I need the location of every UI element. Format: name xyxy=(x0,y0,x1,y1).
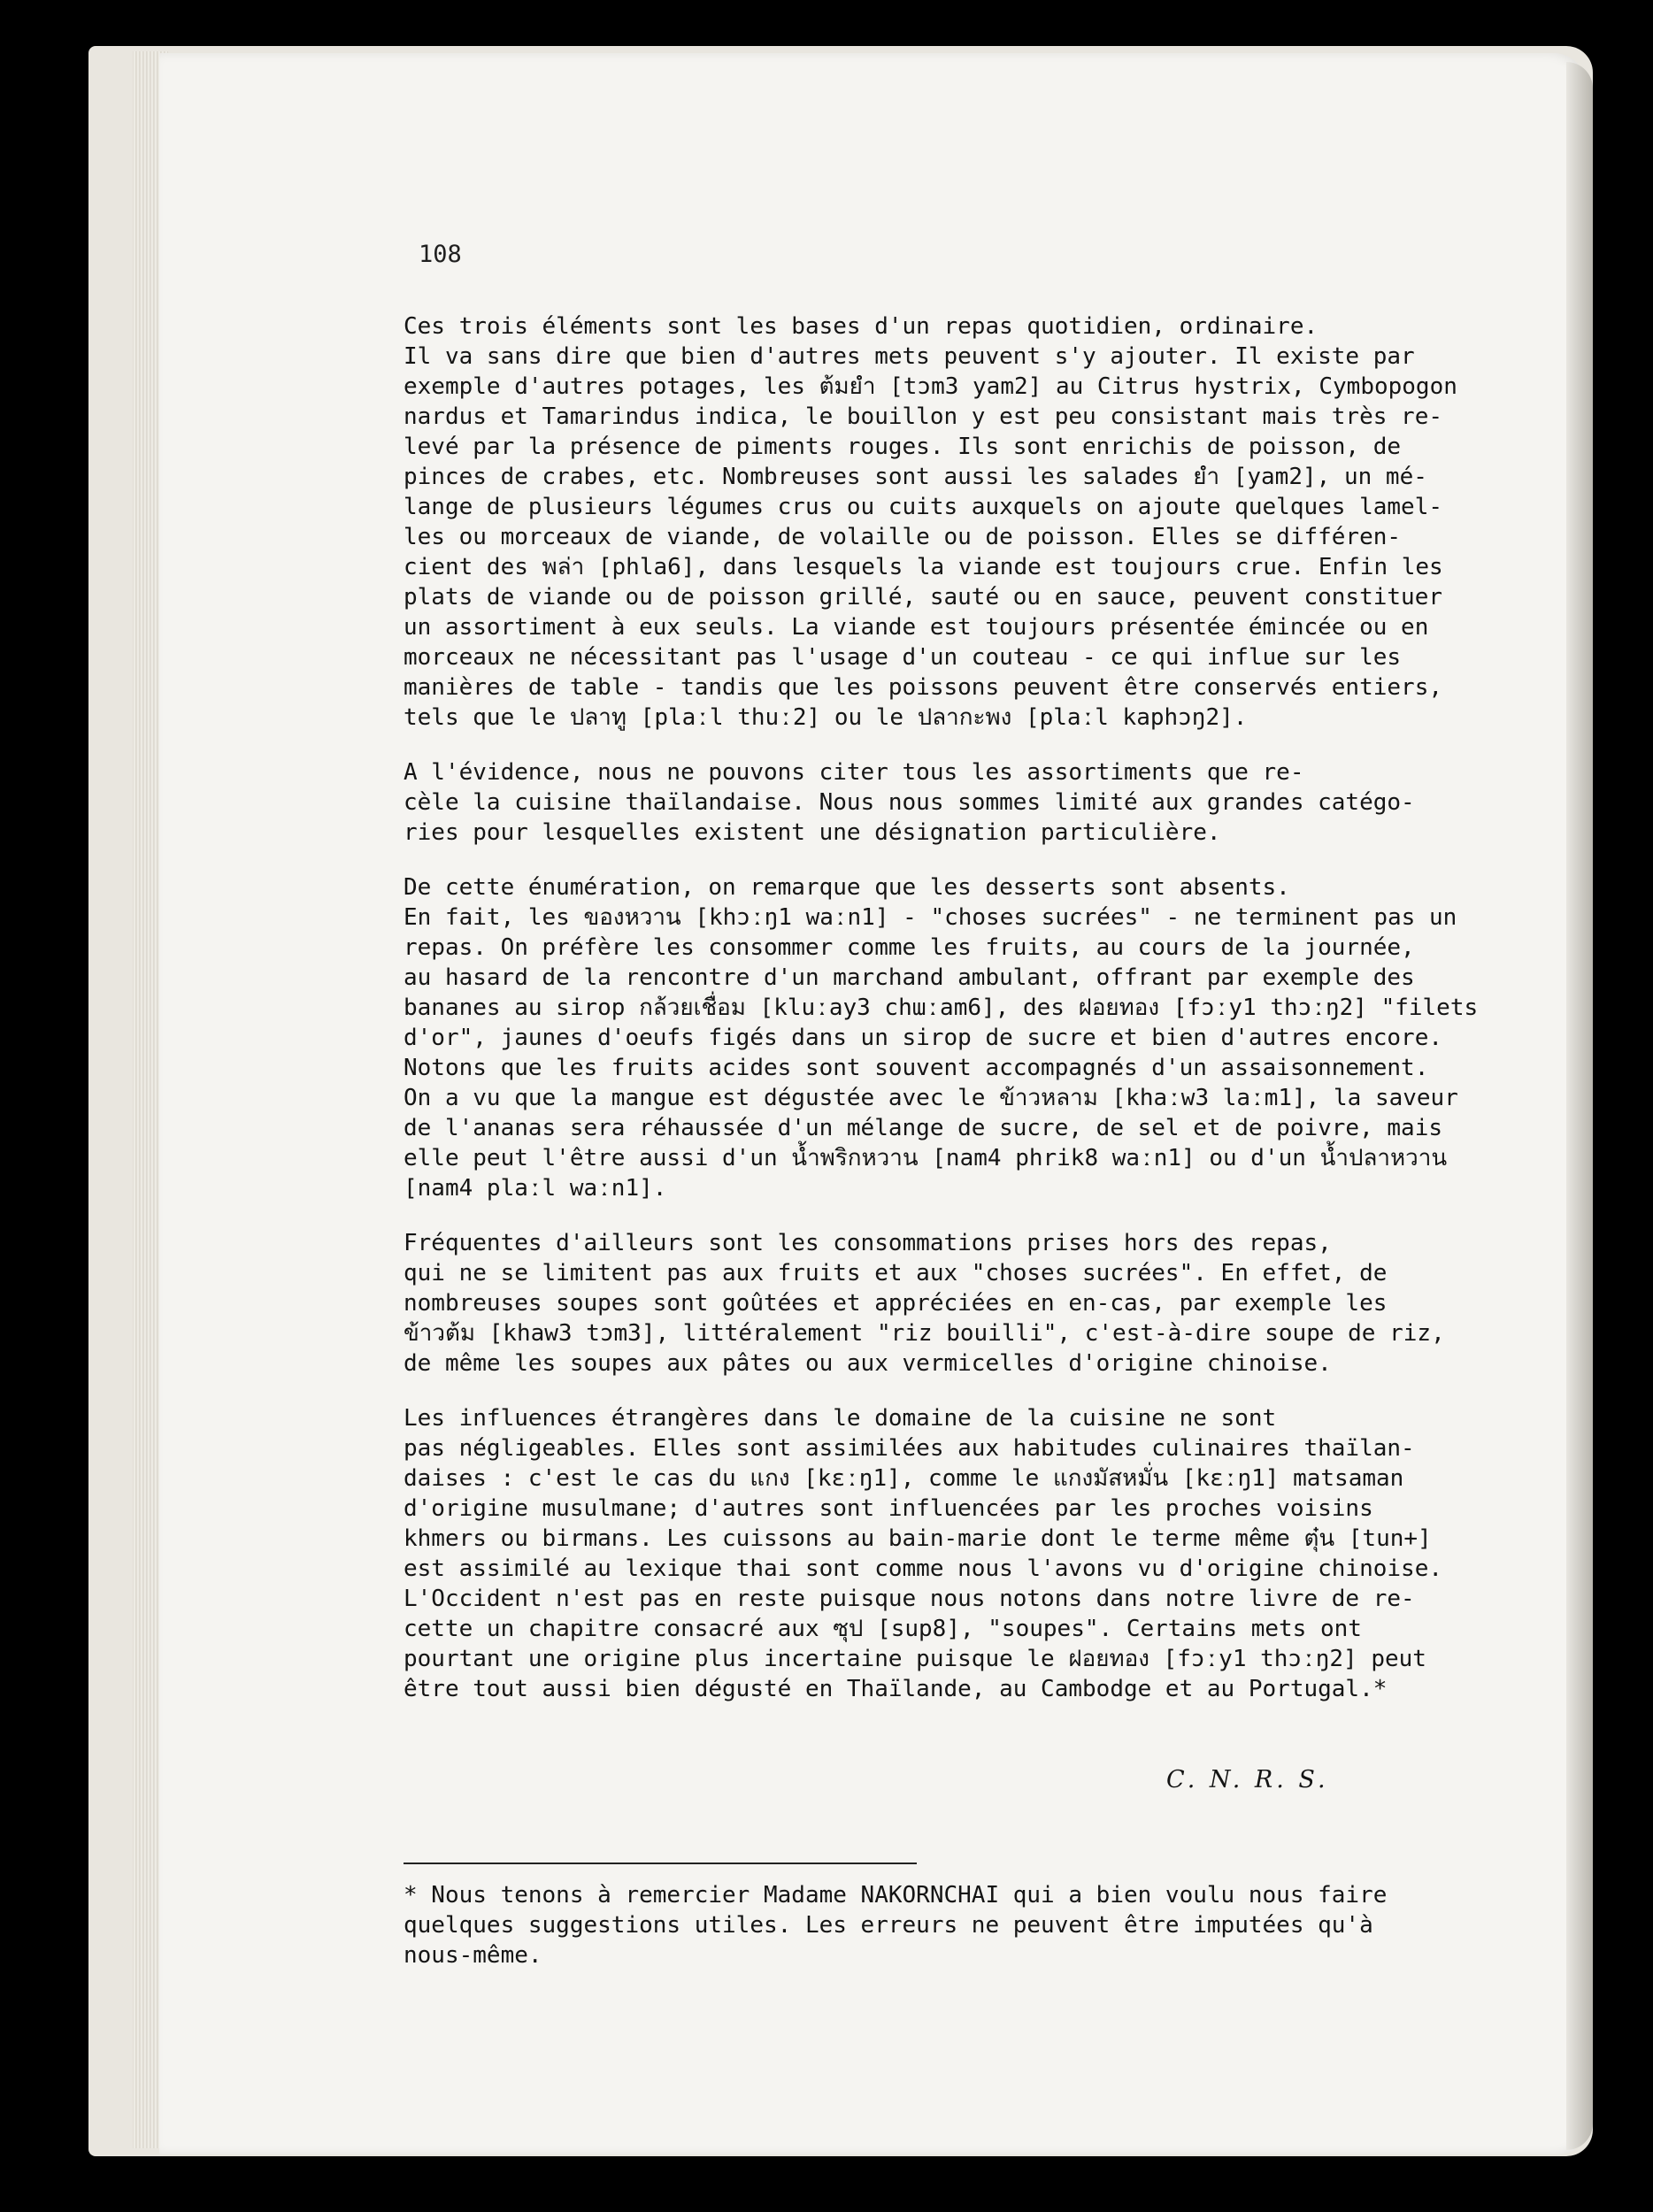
text-line: repas. On préfère les consommer comme les fruits, au cours de la journée, xyxy=(404,934,1415,961)
text-line: manières de table - tandis que les poissons peuvent être conservés entiers, xyxy=(404,674,1442,701)
text-line: levé par la présence de piments rouges. Ils sont enrichis de poisson, de xyxy=(404,434,1402,460)
text-line: exemple d'autres potages, les ต้มยำ [tɔm3 yam2] au Citrus hystrix, Cymbopogon xyxy=(404,373,1457,400)
text-line: Notons que les fruits acides sont souvent accompagnés d'un assaisonnement. xyxy=(404,1055,1429,1081)
text-line: tels que le ปลาทู [plaːl thuː2] ou le ปลากะพง [plaːl kaphɔŋ2]. xyxy=(404,704,1248,731)
text-line: Fréquentes d'ailleurs sont les consommations prises hors des repas, xyxy=(404,1230,1332,1256)
text-line: au hasard de la rencontre d'un marchand ambulant, offrant par exemple des xyxy=(404,964,1415,991)
signature: C. N. R. S. xyxy=(1166,1766,1329,1793)
paragraph-5 xyxy=(404,1403,1501,1704)
text-line: Il va sans dire que bien d'autres mets peuvent s'y ajouter. Il existe par xyxy=(404,343,1415,370)
text-line: cèle la cuisine thaïlandaise. Nous nous sommes limité aux grandes catégo- xyxy=(404,789,1415,816)
text-line: Ces trois éléments sont les bases d'un repas quotidien, ordinaire. xyxy=(404,313,1319,340)
text-line: ข้าวต้ม [khaw3 tɔm3], littéralement "riz bouilli", c'est-à-dire soupe de riz, xyxy=(404,1320,1445,1347)
text-line: de même les soupes aux pâtes ou aux vermicelles d'origine chinoise. xyxy=(404,1350,1332,1377)
text-line: morceaux ne nécessitant pas l'usage d'un couteau - ce qui influe sur les xyxy=(404,644,1402,671)
text-line: En fait, les ของหวาน [khɔːŋ1 waːn1] - "choses sucrées" - ne terminent pas un xyxy=(404,904,1457,931)
page-curl-edge xyxy=(1566,62,1593,2150)
text-line: pourtant une origine plus incertaine puisque le ฝอยทอง [fɔːy1 thɔːŋ2] peut xyxy=(404,1646,1426,1672)
text-line: est assimilé au lexique thai sont comme nous l'avons vu d'origine chinoise. xyxy=(404,1555,1442,1582)
text-line: cient des พล่า [phla6], dans lesquels la viande est toujours crue. Enfin les xyxy=(404,554,1443,580)
text-line: pinces de crabes, etc. Nombreuses sont aussi les salades ยำ [yam2], un mé- xyxy=(404,464,1427,490)
text-line: pas négligeables. Elles sont assimilées aux habitudes culinaires thaïlan- xyxy=(404,1435,1415,1462)
text-line: d'or", jaunes d'oeufs figés dans un sirop de sucre et bien d'autres encore. xyxy=(404,1025,1442,1051)
text-line: d'origine musulmane; d'autres sont influencées par les proches voisins xyxy=(404,1495,1373,1522)
paragraph-2 xyxy=(404,757,1501,848)
footnote-line: nous-même. xyxy=(404,1942,542,1969)
text-line: khmers ou birmans. Les cuissons au bain-marie dont le terme même ตุ๋น [tun+] xyxy=(404,1525,1432,1552)
text-line: De cette énumération, on remarque que les desserts sont absents. xyxy=(404,874,1290,901)
page-number: 108 xyxy=(419,241,462,268)
footnote xyxy=(404,1880,1465,1970)
text-line: elle peut l'être aussi d'un น้ำพริกหวาน [nam4 phrik8 waːn1] ou d'un น้ำปลาหวาน xyxy=(404,1145,1448,1171)
text-line: [nam4 plaːl waːn1]. xyxy=(404,1175,667,1202)
text-line: être tout aussi bien dégusté en Thaïlande, au Cambodge et au Portugal.* xyxy=(404,1676,1388,1702)
text-line: lange de plusieurs légumes crus ou cuits auxquels on ajoute quelques lamel- xyxy=(404,494,1442,520)
text-line: cette un chapitre consacré aux ซุป [sup8], "soupes". Certains mets ont xyxy=(404,1616,1362,1642)
text-line: On a vu que la mangue est dégustée avec le ข้าวหลาม [khaːw3 laːm1], la saveur xyxy=(404,1085,1458,1111)
text-line: Les influences étrangères dans le domaine de la cuisine ne sont xyxy=(404,1405,1277,1432)
paragraph-1 xyxy=(404,311,1501,733)
text-line: un assortiment à eux seuls. La viande est toujours présentée émincée ou en xyxy=(404,614,1429,641)
footnote-divider xyxy=(404,1863,917,1864)
body-text xyxy=(404,311,1501,1729)
text-line: qui ne se limitent pas aux fruits et aux "choses sucrées". En effet, de xyxy=(404,1260,1388,1286)
text-line: plats de viande ou de poisson grillé, sauté ou en sauce, peuvent constituer xyxy=(404,584,1442,611)
text-line: A l'évidence, nous ne pouvons citer tous les assortiments que re- xyxy=(404,759,1304,786)
footnote-line: * Nous tenons à remercier Madame NAKORNCHAI qui a bien voulu nous faire xyxy=(404,1882,1388,1909)
text-line: bananes au sirop กล้วยเชื่อม [kluːay3 chɯːam6], des ฝอยทอง [fɔːy1 thɔːŋ2] "filets xyxy=(404,995,1479,1021)
text-line: nardus et Tamarindus indica, le bouillon y est peu consistant mais très re- xyxy=(404,403,1442,430)
paragraph-4 xyxy=(404,1228,1501,1379)
text-line: nombreuses soupes sont goûtées et appréciées en en-cas, par exemple les xyxy=(404,1290,1388,1317)
text-line: ries pour lesquelles existent une désignation particulière. xyxy=(404,819,1221,846)
text-line: L'Occident n'est pas en reste puisque nous notons dans notre livre de re- xyxy=(404,1586,1415,1612)
text-line: de l'ananas sera réhaussée d'un mélange de sucre, de sel et de poivre, mais xyxy=(404,1115,1442,1141)
paragraph-3 xyxy=(404,872,1501,1203)
text-line: daises : c'est le cas du แกง [kɛːŋ1], comme le แกงมัสหมั่น [kɛːŋ1] matsaman xyxy=(404,1465,1404,1492)
footnote-line: quelques suggestions utiles. Les erreurs ne peuvent être imputées qu'à xyxy=(404,1912,1373,1939)
text-line: les ou morceaux de viande, de volaille ou de poisson. Elles se différen- xyxy=(404,524,1402,550)
